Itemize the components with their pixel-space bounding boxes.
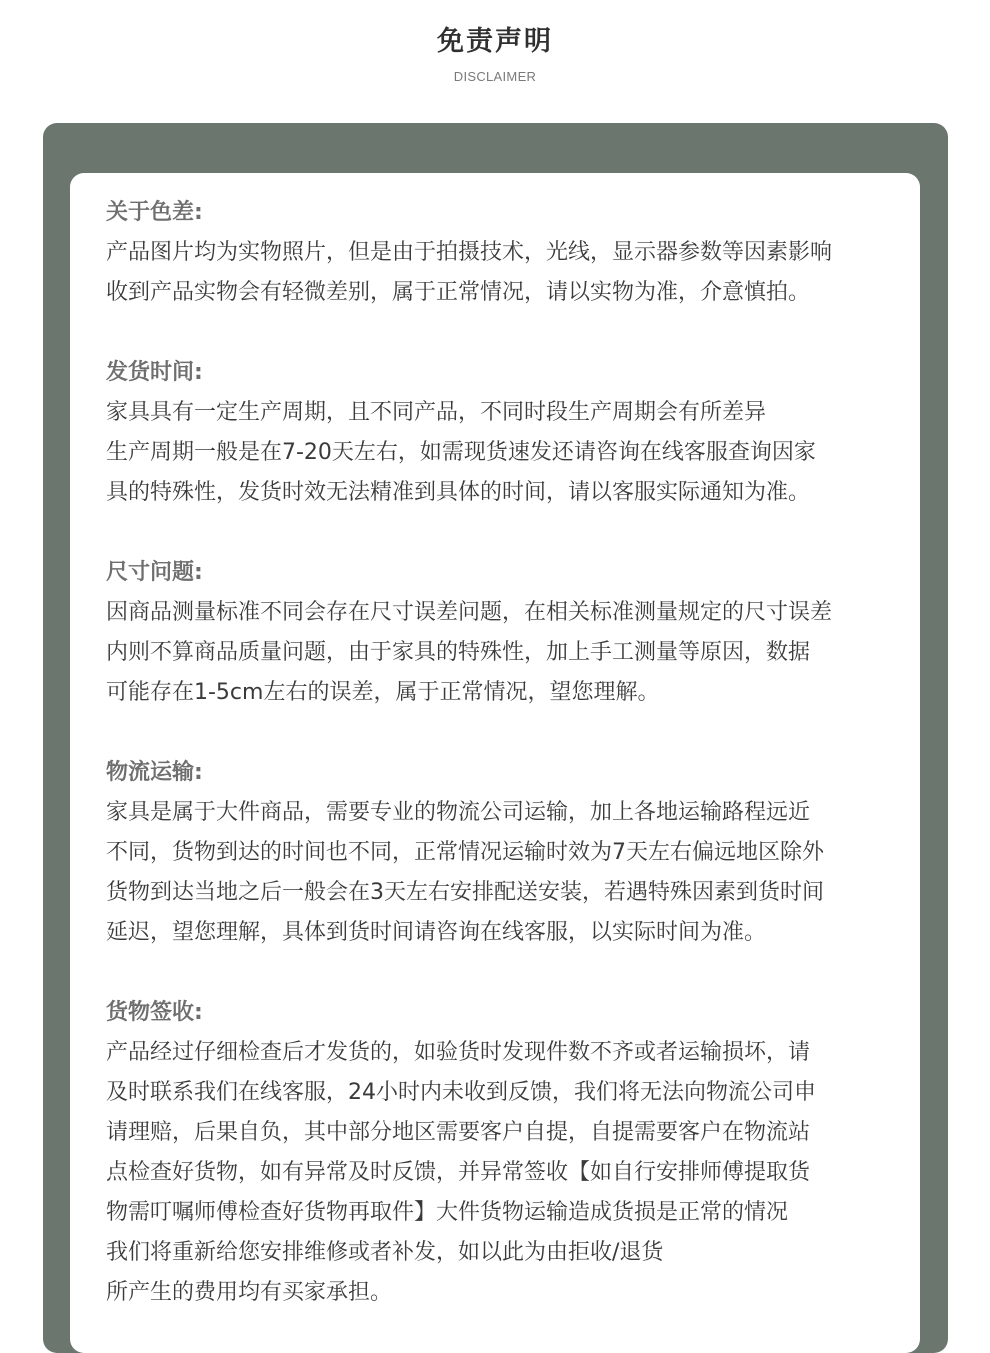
section-line: 不同，货物到达的时间也不同，正常情况运输时效为7天左右偏远地区除外 <box>106 840 824 865</box>
page-subtitle: DISCLAIMER <box>453 69 537 84</box>
section-color-difference <box>106 193 906 313</box>
section-line: 可能存在1-5cm左右的误差，属于正常情况，望您理解。 <box>106 680 660 705</box>
section-heading: 关于色差: <box>106 200 203 225</box>
section-heading: 尺寸问题: <box>106 560 203 585</box>
section-line: 点检查好货物，如有异常及时反馈，并异常签收【如自行安排师傅提取货 <box>106 1160 811 1185</box>
section-line: 货物到达当地之后一般会在3天左右安排配送安装，若遇特殊因素到货时间 <box>106 880 824 905</box>
section-receipt <box>106 993 906 1313</box>
section-line: 及时联系我们在线客服，24小时内未收到反馈，我们将无法向物流公司申 <box>106 1080 816 1105</box>
section-line: 家具是属于大件商品，需要专业的物流公司运输，加上各地运输路程远近 <box>106 800 811 825</box>
section-line: 收到产品实物会有轻微差别，属于正常情况，请以实物为准，介意慎拍。 <box>106 280 811 305</box>
section-heading: 货物签收: <box>106 1000 203 1025</box>
page-title: 免责声明 <box>437 26 553 57</box>
section-line: 物需叮嘱师傅检查好货物再取件】大件货物运输造成货损是正常的情况 <box>106 1200 789 1225</box>
section-line: 请理赔，后果自负，其中部分地区需要客户自提，自提需要客户在物流站 <box>106 1120 811 1145</box>
page-header <box>0 0 990 123</box>
section-line: 家具具有一定生产周期，且不同产品，不同时段生产周期会有所差异 <box>106 400 767 425</box>
section-line: 具的特殊性，发货时效无法精准到具体的时间，请以客服实际通知为准。 <box>106 480 811 505</box>
section-heading: 物流运输: <box>106 760 203 785</box>
section-logistics <box>106 753 906 953</box>
section-line: 内则不算商品质量问题，由于家具的特殊性，加上手工测量等原因，数据 <box>106 640 811 665</box>
section-line: 产品图片均为实物照片，但是由于拍摄技术，光线，显示器参数等因素影响 <box>106 240 833 265</box>
section-line: 因商品测量标准不同会存在尺寸误差问题，在相关标准测量规定的尺寸误差 <box>106 600 833 625</box>
section-line: 生产周期一般是在7-20天左右，如需现货速发还请咨询在线客服查询因家 <box>106 440 816 465</box>
section-size-issue <box>106 553 906 713</box>
section-shipping-time <box>106 353 906 513</box>
section-line: 所产生的费用均有买家承担。 <box>106 1280 393 1305</box>
section-line: 我们将重新给您安排维修或者补发，如以此为由拒收/退货 <box>106 1240 664 1265</box>
section-heading: 发货时间: <box>106 360 203 385</box>
section-line: 延迟，望您理解，具体到货时间请咨询在线客服，以实际时间为准。 <box>106 920 767 945</box>
section-line: 产品经过仔细检查后才发货的，如验货时发现件数不齐或者运输损坏，请 <box>106 1040 811 1065</box>
